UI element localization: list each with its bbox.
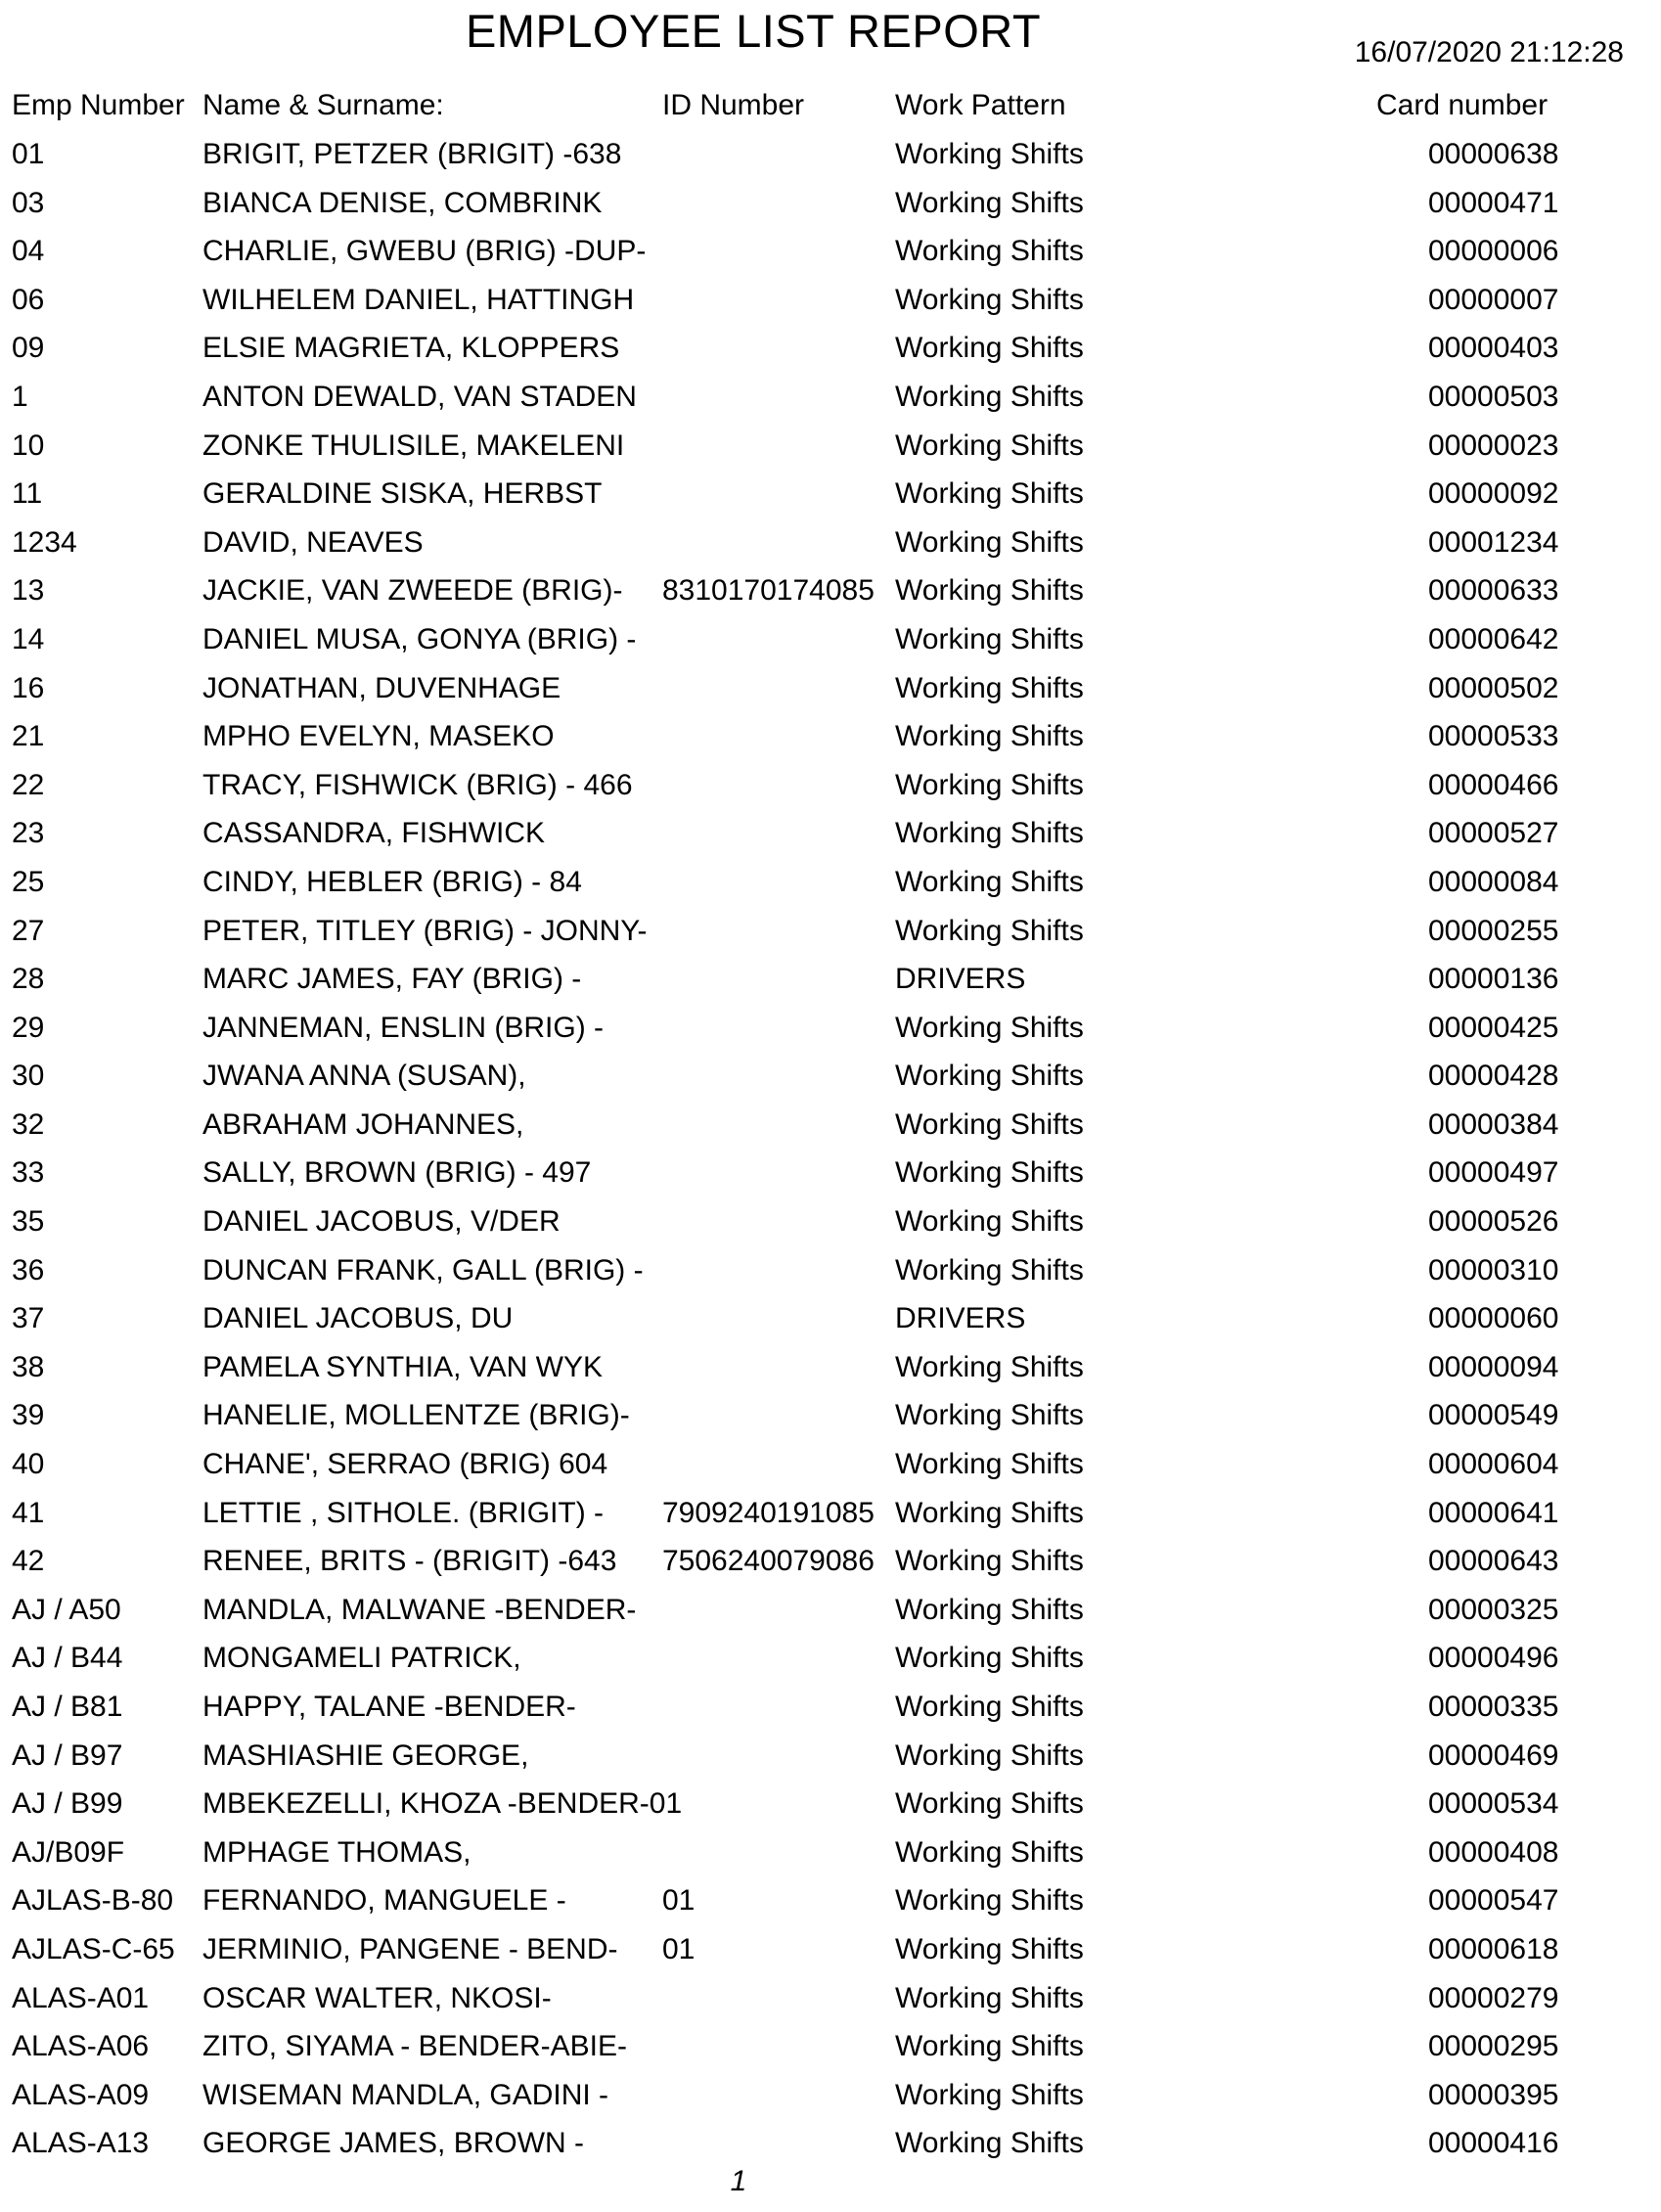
work-pattern-cell: Working Shifts (895, 235, 1084, 268)
work-pattern-cell: Working Shifts (895, 1738, 1084, 1772)
name-surname-cell: GEORGE JAMES, BROWN - (202, 2127, 585, 2160)
table-row (0, 1538, 1661, 1587)
emp-number-cell: 1234 (12, 525, 77, 559)
name-surname-cell: ELSIE MAGRIETA, KLOPPERS (202, 332, 620, 365)
emp-number-cell: 10 (12, 429, 45, 462)
emp-number-cell: 35 (12, 1205, 45, 1239)
table-row (0, 131, 1661, 180)
work-pattern-cell: Working Shifts (895, 914, 1084, 947)
report-datetime: 16/07/2020 21:12:28 (1354, 36, 1624, 68)
card-number-cell: 00000384 (1428, 1107, 1559, 1141)
work-pattern-cell: Working Shifts (895, 525, 1084, 559)
table-row (0, 277, 1661, 326)
name-surname-cell: CASSANDRA, FISHWICK (202, 817, 546, 850)
card-number-cell: 00000094 (1428, 1350, 1559, 1383)
work-pattern-cell: Working Shifts (895, 429, 1084, 462)
card-number-cell: 00000023 (1428, 429, 1559, 462)
header-id-number: ID Number (662, 89, 805, 121)
emp-number-cell: 1 (12, 380, 28, 413)
card-number-cell: 00000416 (1428, 2127, 1559, 2160)
emp-number-cell: 03 (12, 186, 45, 219)
table-row (0, 1441, 1661, 1490)
table-row (0, 1392, 1661, 1441)
work-pattern-cell: Working Shifts (895, 1642, 1084, 1675)
emp-number-cell: 23 (12, 817, 45, 850)
work-pattern-cell: Working Shifts (895, 283, 1084, 316)
table-row (0, 1926, 1661, 1975)
table-row (0, 1295, 1661, 1344)
name-surname-cell: DUNCAN FRANK, GALL (BRIG) - (202, 1253, 644, 1287)
table-row (0, 1733, 1661, 1782)
id-number-cell: 01 (662, 1884, 696, 1918)
emp-number-cell: 09 (12, 332, 45, 365)
emp-number-cell: AJ / A50 (12, 1593, 121, 1626)
table-row (0, 1829, 1661, 1878)
id-number-cell: 7909240191085 (662, 1496, 875, 1529)
emp-number-cell: 32 (12, 1107, 45, 1141)
work-pattern-cell: Working Shifts (895, 1011, 1084, 1044)
name-surname-cell: MANDLA, MALWANE -BENDER- (202, 1593, 637, 1626)
emp-number-cell: 39 (12, 1399, 45, 1432)
table-row (0, 519, 1661, 568)
card-number-cell: 00000604 (1428, 1448, 1559, 1481)
card-number-cell: 00000295 (1428, 2030, 1559, 2063)
table-row (0, 1587, 1661, 1636)
emp-number-cell: 27 (12, 914, 45, 947)
card-number-cell: 00000325 (1428, 1593, 1559, 1626)
name-surname-cell: FERNANDO, MANGUELE - (202, 1884, 566, 1918)
card-number-cell: 00000643 (1428, 1545, 1559, 1578)
table-row (0, 665, 1661, 714)
work-pattern-cell: Working Shifts (895, 1156, 1084, 1190)
name-surname-cell: RENEE, BRITS - (BRIGIT) -643 (202, 1545, 617, 1578)
work-pattern-cell: Working Shifts (895, 1691, 1084, 1723)
name-surname-cell: DANIEL MUSA, GONYA (BRIG) - (202, 622, 637, 655)
emp-number-cell: 01 (12, 138, 45, 170)
header-name-surname: Name & Surname: (202, 89, 444, 121)
table-row (0, 859, 1661, 908)
table-row (0, 374, 1661, 423)
card-number-cell: 00000428 (1428, 1060, 1559, 1093)
card-number-cell: 00000502 (1428, 671, 1559, 704)
card-number-cell: 00000403 (1428, 332, 1559, 365)
work-pattern-cell: Working Shifts (895, 1884, 1084, 1918)
work-pattern-cell: Working Shifts (895, 2078, 1084, 2111)
card-number-cell: 00000469 (1428, 1738, 1559, 1772)
emp-number-cell: 06 (12, 283, 45, 316)
emp-number-cell: 30 (12, 1060, 45, 1093)
name-surname-cell: DANIEL JACOBUS, V/DER (202, 1205, 561, 1239)
work-pattern-cell: Working Shifts (895, 865, 1084, 898)
table-row (0, 956, 1661, 1005)
table-row (0, 1877, 1661, 1926)
card-number-cell: 00000310 (1428, 1253, 1559, 1287)
header-work-pattern: Work Pattern (895, 89, 1066, 121)
emp-number-cell: ALAS-A13 (12, 2127, 150, 2160)
name-surname-cell: LETTIE , SITHOLE. (BRIGIT) - (202, 1496, 605, 1529)
emp-number-cell: 42 (12, 1545, 45, 1578)
work-pattern-cell: Working Shifts (895, 1787, 1084, 1821)
card-number-cell: 00000549 (1428, 1399, 1559, 1432)
emp-number-cell: AJ / B44 (12, 1642, 123, 1675)
table-row (0, 423, 1661, 472)
work-pattern-cell: Working Shifts (895, 1835, 1084, 1869)
name-surname-cell: ANTON DEWALD, VAN STADEN (202, 380, 637, 413)
emp-number-cell: 21 (12, 720, 45, 753)
card-number-cell: 00000408 (1428, 1835, 1559, 1869)
work-pattern-cell: Working Shifts (895, 1981, 1084, 2014)
work-pattern-cell: Working Shifts (895, 138, 1084, 170)
work-pattern-cell: Working Shifts (895, 768, 1084, 801)
name-surname-cell: WILHELEM DANIEL, HATTINGH (202, 283, 635, 316)
table-row (0, 1005, 1661, 1054)
table-row (0, 1150, 1661, 1198)
card-number-cell: 00000618 (1428, 1932, 1559, 1965)
table-row (0, 713, 1661, 762)
emp-number-cell: AJLAS-C-65 (12, 1932, 175, 1965)
table-row (0, 1635, 1661, 1684)
emp-number-cell: 14 (12, 622, 45, 655)
id-number-cell: 7506240079086 (662, 1545, 875, 1578)
work-pattern-cell: DRIVERS (895, 1302, 1026, 1335)
work-pattern-cell: Working Shifts (895, 720, 1084, 753)
emp-number-cell: 38 (12, 1350, 45, 1383)
table-row (0, 2072, 1661, 2121)
table-row (0, 1684, 1661, 1733)
name-surname-cell: JACKIE, VAN ZWEEDE (BRIG)- (202, 574, 623, 608)
table-row (0, 762, 1661, 811)
work-pattern-cell: Working Shifts (895, 1205, 1084, 1239)
card-number-cell: 00001234 (1428, 525, 1559, 559)
card-number-cell: 00000255 (1428, 914, 1559, 947)
name-surname-cell: CINDY, HEBLER (BRIG) - 84 (202, 865, 582, 898)
work-pattern-cell: Working Shifts (895, 671, 1084, 704)
emp-number-cell: 29 (12, 1011, 45, 1044)
emp-number-cell: AJ / B97 (12, 1738, 123, 1772)
work-pattern-cell: Working Shifts (895, 1932, 1084, 1965)
card-number-cell: 00000471 (1428, 186, 1559, 219)
table-row (0, 180, 1661, 229)
emp-number-cell: 33 (12, 1156, 45, 1190)
name-surname-cell: MARC JAMES, FAY (BRIG) - (202, 963, 582, 996)
table-row (0, 1781, 1661, 1829)
name-surname-cell: MBEKEZELLI, KHOZA -BENDER-01 (202, 1787, 683, 1821)
name-surname-cell: SALLY, BROWN (BRIG) - 497 (202, 1156, 592, 1190)
table-row (0, 1198, 1661, 1247)
name-surname-cell: PAMELA SYNTHIA, VAN WYK (202, 1350, 603, 1383)
name-surname-cell: JANNEMAN, ENSLIN (BRIG) - (202, 1011, 605, 1044)
name-surname-cell: DAVID, NEAVES (202, 525, 424, 559)
work-pattern-cell: Working Shifts (895, 1253, 1084, 1287)
work-pattern-cell: Working Shifts (895, 2030, 1084, 2063)
work-pattern-cell: Working Shifts (895, 1107, 1084, 1141)
work-pattern-cell: Working Shifts (895, 2127, 1084, 2160)
emp-number-cell: AJLAS-B-80 (12, 1884, 174, 1918)
table-header (0, 82, 1661, 129)
name-surname-cell: MONGAMELI PATRICK, (202, 1642, 521, 1675)
work-pattern-cell: Working Shifts (895, 1399, 1084, 1432)
table-row (0, 1490, 1661, 1539)
emp-number-cell: 40 (12, 1448, 45, 1481)
work-pattern-cell: Working Shifts (895, 622, 1084, 655)
id-number-cell: 01 (662, 1932, 696, 1965)
emp-number-cell: 13 (12, 574, 45, 608)
name-surname-cell: MASHIASHIE GEORGE, (202, 1738, 529, 1772)
card-number-cell: 00000092 (1428, 477, 1559, 511)
card-number-cell: 00000534 (1428, 1787, 1559, 1821)
work-pattern-cell: Working Shifts (895, 477, 1084, 511)
emp-number-cell: 28 (12, 963, 45, 996)
emp-number-cell: 25 (12, 865, 45, 898)
name-surname-cell: CHANE', SERRAO (BRIG) 604 (202, 1448, 608, 1481)
table-row (0, 1344, 1661, 1393)
name-surname-cell: BRIGIT, PETZER (BRIGIT) -638 (202, 138, 622, 170)
name-surname-cell: GERALDINE SISKA, HERBST (202, 477, 603, 511)
emp-number-cell: 36 (12, 1253, 45, 1287)
name-surname-cell: DANIEL JACOBUS, DU (202, 1302, 514, 1335)
card-number-cell: 00000060 (1428, 1302, 1559, 1335)
name-surname-cell: HANELIE, MOLLENTZE (BRIG)- (202, 1399, 630, 1432)
card-number-cell: 00000633 (1428, 574, 1559, 608)
card-number-cell: 00000641 (1428, 1496, 1559, 1529)
table-row (0, 471, 1661, 519)
card-number-cell: 00000279 (1428, 1981, 1559, 2014)
card-number-cell: 00000335 (1428, 1691, 1559, 1723)
name-surname-cell: MPHAGE THOMAS, (202, 1835, 471, 1869)
id-number-cell: 8310170174085 (662, 574, 875, 608)
name-surname-cell: MPHO EVELYN, MASEKO (202, 720, 555, 753)
table-row (0, 567, 1661, 616)
work-pattern-cell: Working Shifts (895, 1545, 1084, 1578)
emp-number-cell: ALAS-A01 (12, 1981, 150, 2014)
work-pattern-cell: Working Shifts (895, 817, 1084, 850)
card-number-cell: 00000638 (1428, 138, 1559, 170)
name-surname-cell: ZONKE THULISILE, MAKELENI (202, 429, 625, 462)
work-pattern-cell: DRIVERS (895, 963, 1026, 996)
emp-number-cell: ALAS-A09 (12, 2078, 150, 2111)
name-surname-cell: WISEMAN MANDLA, GADINI - (202, 2078, 609, 2111)
card-number-cell: 00000466 (1428, 768, 1559, 801)
emp-number-cell: 04 (12, 235, 45, 268)
work-pattern-cell: Working Shifts (895, 1593, 1084, 1626)
employee-table-body (0, 131, 1661, 2169)
card-number-cell: 00000526 (1428, 1205, 1559, 1239)
table-row (0, 325, 1661, 374)
work-pattern-cell: Working Shifts (895, 186, 1084, 219)
work-pattern-cell: Working Shifts (895, 380, 1084, 413)
name-surname-cell: ZITO, SIYAMA - BENDER-ABIE- (202, 2030, 627, 2063)
emp-number-cell: 16 (12, 671, 45, 704)
report-title: EMPLOYEE LIST REPORT (465, 5, 1042, 57)
work-pattern-cell: Working Shifts (895, 332, 1084, 365)
card-number-cell: 00000425 (1428, 1011, 1559, 1044)
card-number-cell: 00000084 (1428, 865, 1559, 898)
table-row (0, 810, 1661, 859)
card-number-cell: 00000642 (1428, 622, 1559, 655)
card-number-cell: 00000547 (1428, 1884, 1559, 1918)
work-pattern-cell: Working Shifts (895, 1060, 1084, 1093)
name-surname-cell: OSCAR WALTER, NKOSI- (202, 1981, 552, 2014)
emp-number-cell: 37 (12, 1302, 45, 1335)
name-surname-cell: CHARLIE, GWEBU (BRIG) -DUP- (202, 235, 647, 268)
card-number-cell: 00000136 (1428, 963, 1559, 996)
name-surname-cell: JERMINIO, PANGENE - BEND- (202, 1932, 618, 1965)
emp-number-cell: 11 (12, 477, 43, 511)
table-row (0, 228, 1661, 277)
card-number-cell: 00000395 (1428, 2078, 1559, 2111)
card-number-cell: 00000503 (1428, 380, 1559, 413)
table-row (0, 1975, 1661, 2024)
name-surname-cell: HAPPY, TALANE -BENDER- (202, 1691, 576, 1723)
table-row (0, 2023, 1661, 2072)
header-emp-number: Emp Number (12, 89, 185, 121)
emp-number-cell: 22 (12, 768, 45, 801)
work-pattern-cell: Working Shifts (895, 1448, 1084, 1481)
work-pattern-cell: Working Shifts (895, 1350, 1084, 1383)
card-number-cell: 00000006 (1428, 235, 1559, 268)
work-pattern-cell: Working Shifts (895, 1496, 1084, 1529)
table-row (0, 908, 1661, 957)
emp-number-cell: AJ / B99 (12, 1787, 123, 1821)
emp-number-cell: ALAS-A06 (12, 2030, 150, 2063)
card-number-cell: 00000527 (1428, 817, 1559, 850)
header-card-number: Card number (1376, 89, 1549, 121)
card-number-cell: 00000533 (1428, 720, 1559, 753)
page-number: 1 (730, 2165, 747, 2197)
table-row (0, 1053, 1661, 1102)
name-surname-cell: JONATHAN, DUVENHAGE (202, 671, 561, 704)
name-surname-cell: ABRAHAM JOHANNES, (202, 1107, 524, 1141)
card-number-cell: 00000497 (1428, 1156, 1559, 1190)
emp-number-cell: AJ/B09F (12, 1835, 125, 1869)
table-row (0, 616, 1661, 665)
table-row (0, 1102, 1661, 1151)
table-row (0, 1247, 1661, 1296)
name-surname-cell: TRACY, FISHWICK (BRIG) - 466 (202, 768, 633, 801)
card-number-cell: 00000007 (1428, 283, 1559, 316)
name-surname-cell: JWANA ANNA (SUSAN), (202, 1060, 526, 1093)
name-surname-cell: BIANCA DENISE, COMBRINK (202, 186, 603, 219)
emp-number-cell: 41 (12, 1496, 45, 1529)
card-number-cell: 00000496 (1428, 1642, 1559, 1675)
emp-number-cell: AJ / B81 (12, 1691, 123, 1723)
work-pattern-cell: Working Shifts (895, 574, 1084, 608)
name-surname-cell: PETER, TITLEY (BRIG) - JONNY- (202, 914, 648, 947)
